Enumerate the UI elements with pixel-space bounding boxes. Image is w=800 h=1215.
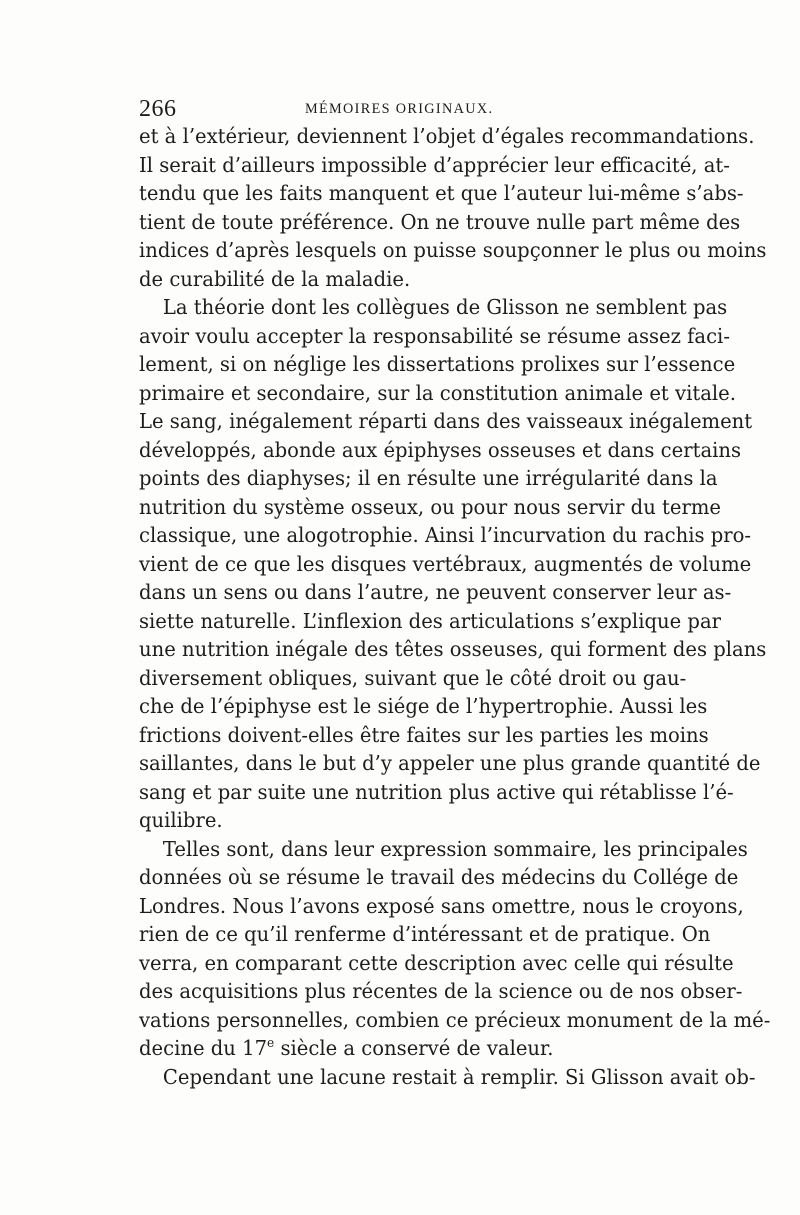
text-line: diversement obliques, suivant que le côté droit ou gau-	[139, 665, 687, 690]
page-number: 266	[139, 96, 177, 122]
text-line: frictions doivent-elles être faites sur les parties les moins	[139, 722, 709, 747]
text-line: points des diaphyses; il en résulte une irrégularité dans la	[139, 466, 718, 490]
text-line: primaire et secondaire, sur la constitution animale et vitale.	[139, 380, 736, 405]
text-line: lement, si on néglige les dissertations prolixes sur l’essence	[139, 352, 736, 376]
century-text-after: siècle a conservé de valeur.	[274, 1036, 554, 1060]
text-line-with-superscript	[139, 1034, 636, 1063]
text-line: indices d’après lesquels on puisse soupçonner le plus ou moins	[139, 238, 767, 262]
ordinal-superscript: e	[267, 1035, 275, 1051]
text-line: sang et par suite une nutrition plus active qui rétablisse l’é-	[139, 779, 734, 804]
text-line: Le sang, inégalement réparti dans des vaisseaux inégalement	[139, 409, 753, 433]
text-line: verra, en comparant cette description avec celle qui résulte	[139, 950, 734, 975]
text-line: de curabilité de la maladie.	[139, 266, 411, 291]
text-line: nutrition du système osseux, ou pour nous servir du terme	[139, 494, 721, 519]
paragraph-start-line: Cependant une lacune restait à remplir. Si Glisson avait ob-	[162, 1064, 756, 1089]
text-line: développés, abonde aux épiphyses osseuses et dans certains	[139, 437, 742, 462]
text-line: rien de ce qu’il renferme d’intéressant et de pratique. On	[139, 922, 711, 946]
text-line: vations personnelles, combien ce précieux monument de la mé-	[139, 1007, 771, 1032]
text-line: Londres. Nous l’avons exposé sans omettre, nous le croyons,	[139, 893, 744, 918]
text-line: Il serait d’ailleurs impossible d’apprécier leur efficacité, at-	[139, 152, 730, 177]
text-line: quilibre.	[139, 808, 223, 832]
text-line: che de l’épiphyse est le siége de l’hypertrophie. Aussi les	[139, 694, 708, 718]
body-text	[139, 122, 771, 1089]
paragraph-start-line: Telles sont, dans leur expression sommaire, les principales	[162, 836, 748, 861]
text-line: saillantes, dans le but d’y appeler une plus grande quantité de	[139, 751, 761, 775]
running-title: MÉMOIRES ORIGINAUX.	[305, 101, 494, 117]
text-line: classique, une alogotrophie. Ainsi l’incurvation du rachis pro-	[139, 523, 752, 547]
text-line: et à l’extérieur, deviennent l’objet d’égales recommandations.	[139, 124, 755, 148]
paragraph-start-line: La théorie dont les collègues de Glisson ne semblent pas	[162, 295, 728, 319]
text-line: tient de toute préférence. On ne trouve nulle part même des	[139, 209, 741, 234]
text-line: des acquisitions plus récentes de la science ou de nos obser-	[139, 979, 743, 1003]
text-line: données où se résume le travail des médecins du Collége de	[139, 865, 739, 889]
text-line: dans un sens ou dans l’autre, ne peuvent conserver leur as-	[139, 580, 732, 604]
text-line: vient de ce que les disques vertébraux, augmentés de volume	[139, 551, 752, 576]
page-header	[139, 94, 665, 124]
text-line: tendu que les faits manquent et que l’auteur lui-même s’abs-	[139, 181, 744, 205]
century-text-before: decine du 17	[139, 1036, 268, 1060]
text-line: siette naturelle. L’inflexion des articulations s’explique par	[139, 608, 721, 633]
text-line: avoir voulu accepter la responsabilité se résume assez faci-	[139, 323, 730, 348]
text-line: une nutrition inégale des têtes osseuses, qui forment des plans	[139, 637, 767, 661]
